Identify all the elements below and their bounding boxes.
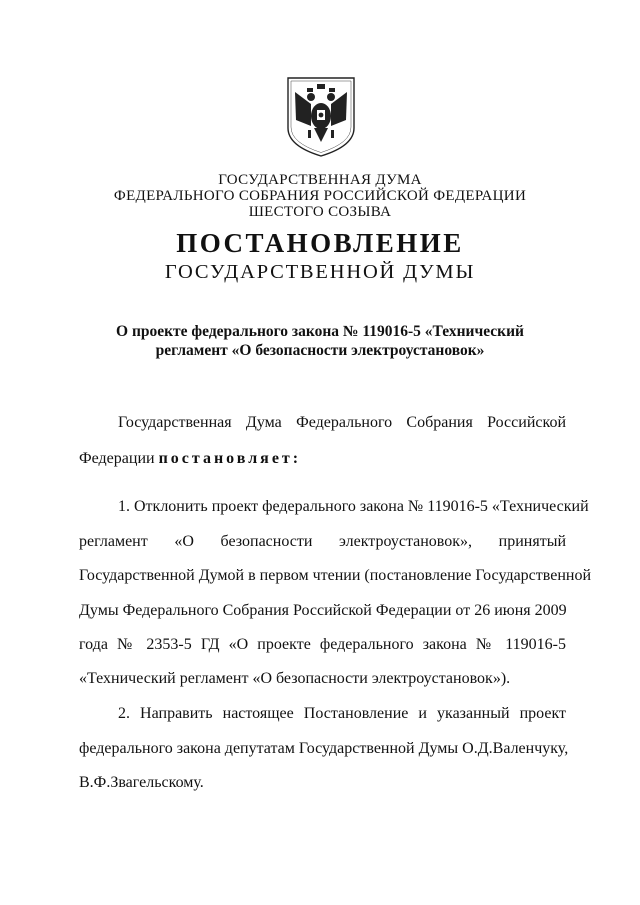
paragraph-1-line-6: «Технический регламент «О безопасности электроустановок»). [79, 670, 511, 687]
paragraph-2-line-3: В.Ф.Звагельскому. [79, 774, 204, 791]
paragraph-1-line-4: Думы Федерального Собрания Российской Федерации от 26 июня 2009 [79, 602, 567, 619]
subject-line-1: О проекте федерального закона № 119016-5 «Технический [116, 323, 524, 340]
paragraph-1-line-1: 1. Отклонить проект федерального закона № 119016-5 «Технический [118, 498, 589, 515]
preamble-line-1: Государственная Дума Федерального Собрания Российской [118, 414, 566, 431]
paragraph-2-line-1: 2. Направить настоящее Постановление и указанный проект [118, 705, 566, 722]
header-line-2: ФЕДЕРАЛЬНОГО СОБРАНИЯ РОССИЙСКОЙ ФЕДЕРАЦИИ [113, 188, 527, 204]
subject-line-2: регламент «О безопасности электроустановок» [155, 342, 485, 359]
paragraph-1-line-2: регламент «О безопасности электроустановок», принятый [79, 533, 566, 550]
header-line-1: ГОСУДАРСТВЕННАЯ ДУМА [218, 172, 422, 188]
paragraph-2-line-2: федерального закона депутатам Государственной Думы О.Д.Валенчуку, [79, 740, 569, 757]
paragraph-1-line-3: Государственной Думой в первом чтении (постановление Государственной [79, 567, 592, 584]
document-subtitle: ГОСУДАРСТВЕННОЙ ДУМЫ [164, 261, 476, 283]
preamble-text: Федерации [79, 450, 159, 467]
header-line-3: ШЕСТОГО СОЗЫВА [248, 204, 392, 220]
resolution-word: постановляет: [158, 450, 302, 467]
document-title: ПОСТАНОВЛЕНИЕ [176, 228, 464, 258]
paragraph-1-line-5: года № 2353-5 ГД «О проекте федерального закона № 119016-5 [79, 636, 566, 653]
preamble-line-2 [79, 449, 566, 469]
coat-of-arms-icon [284, 76, 358, 158]
